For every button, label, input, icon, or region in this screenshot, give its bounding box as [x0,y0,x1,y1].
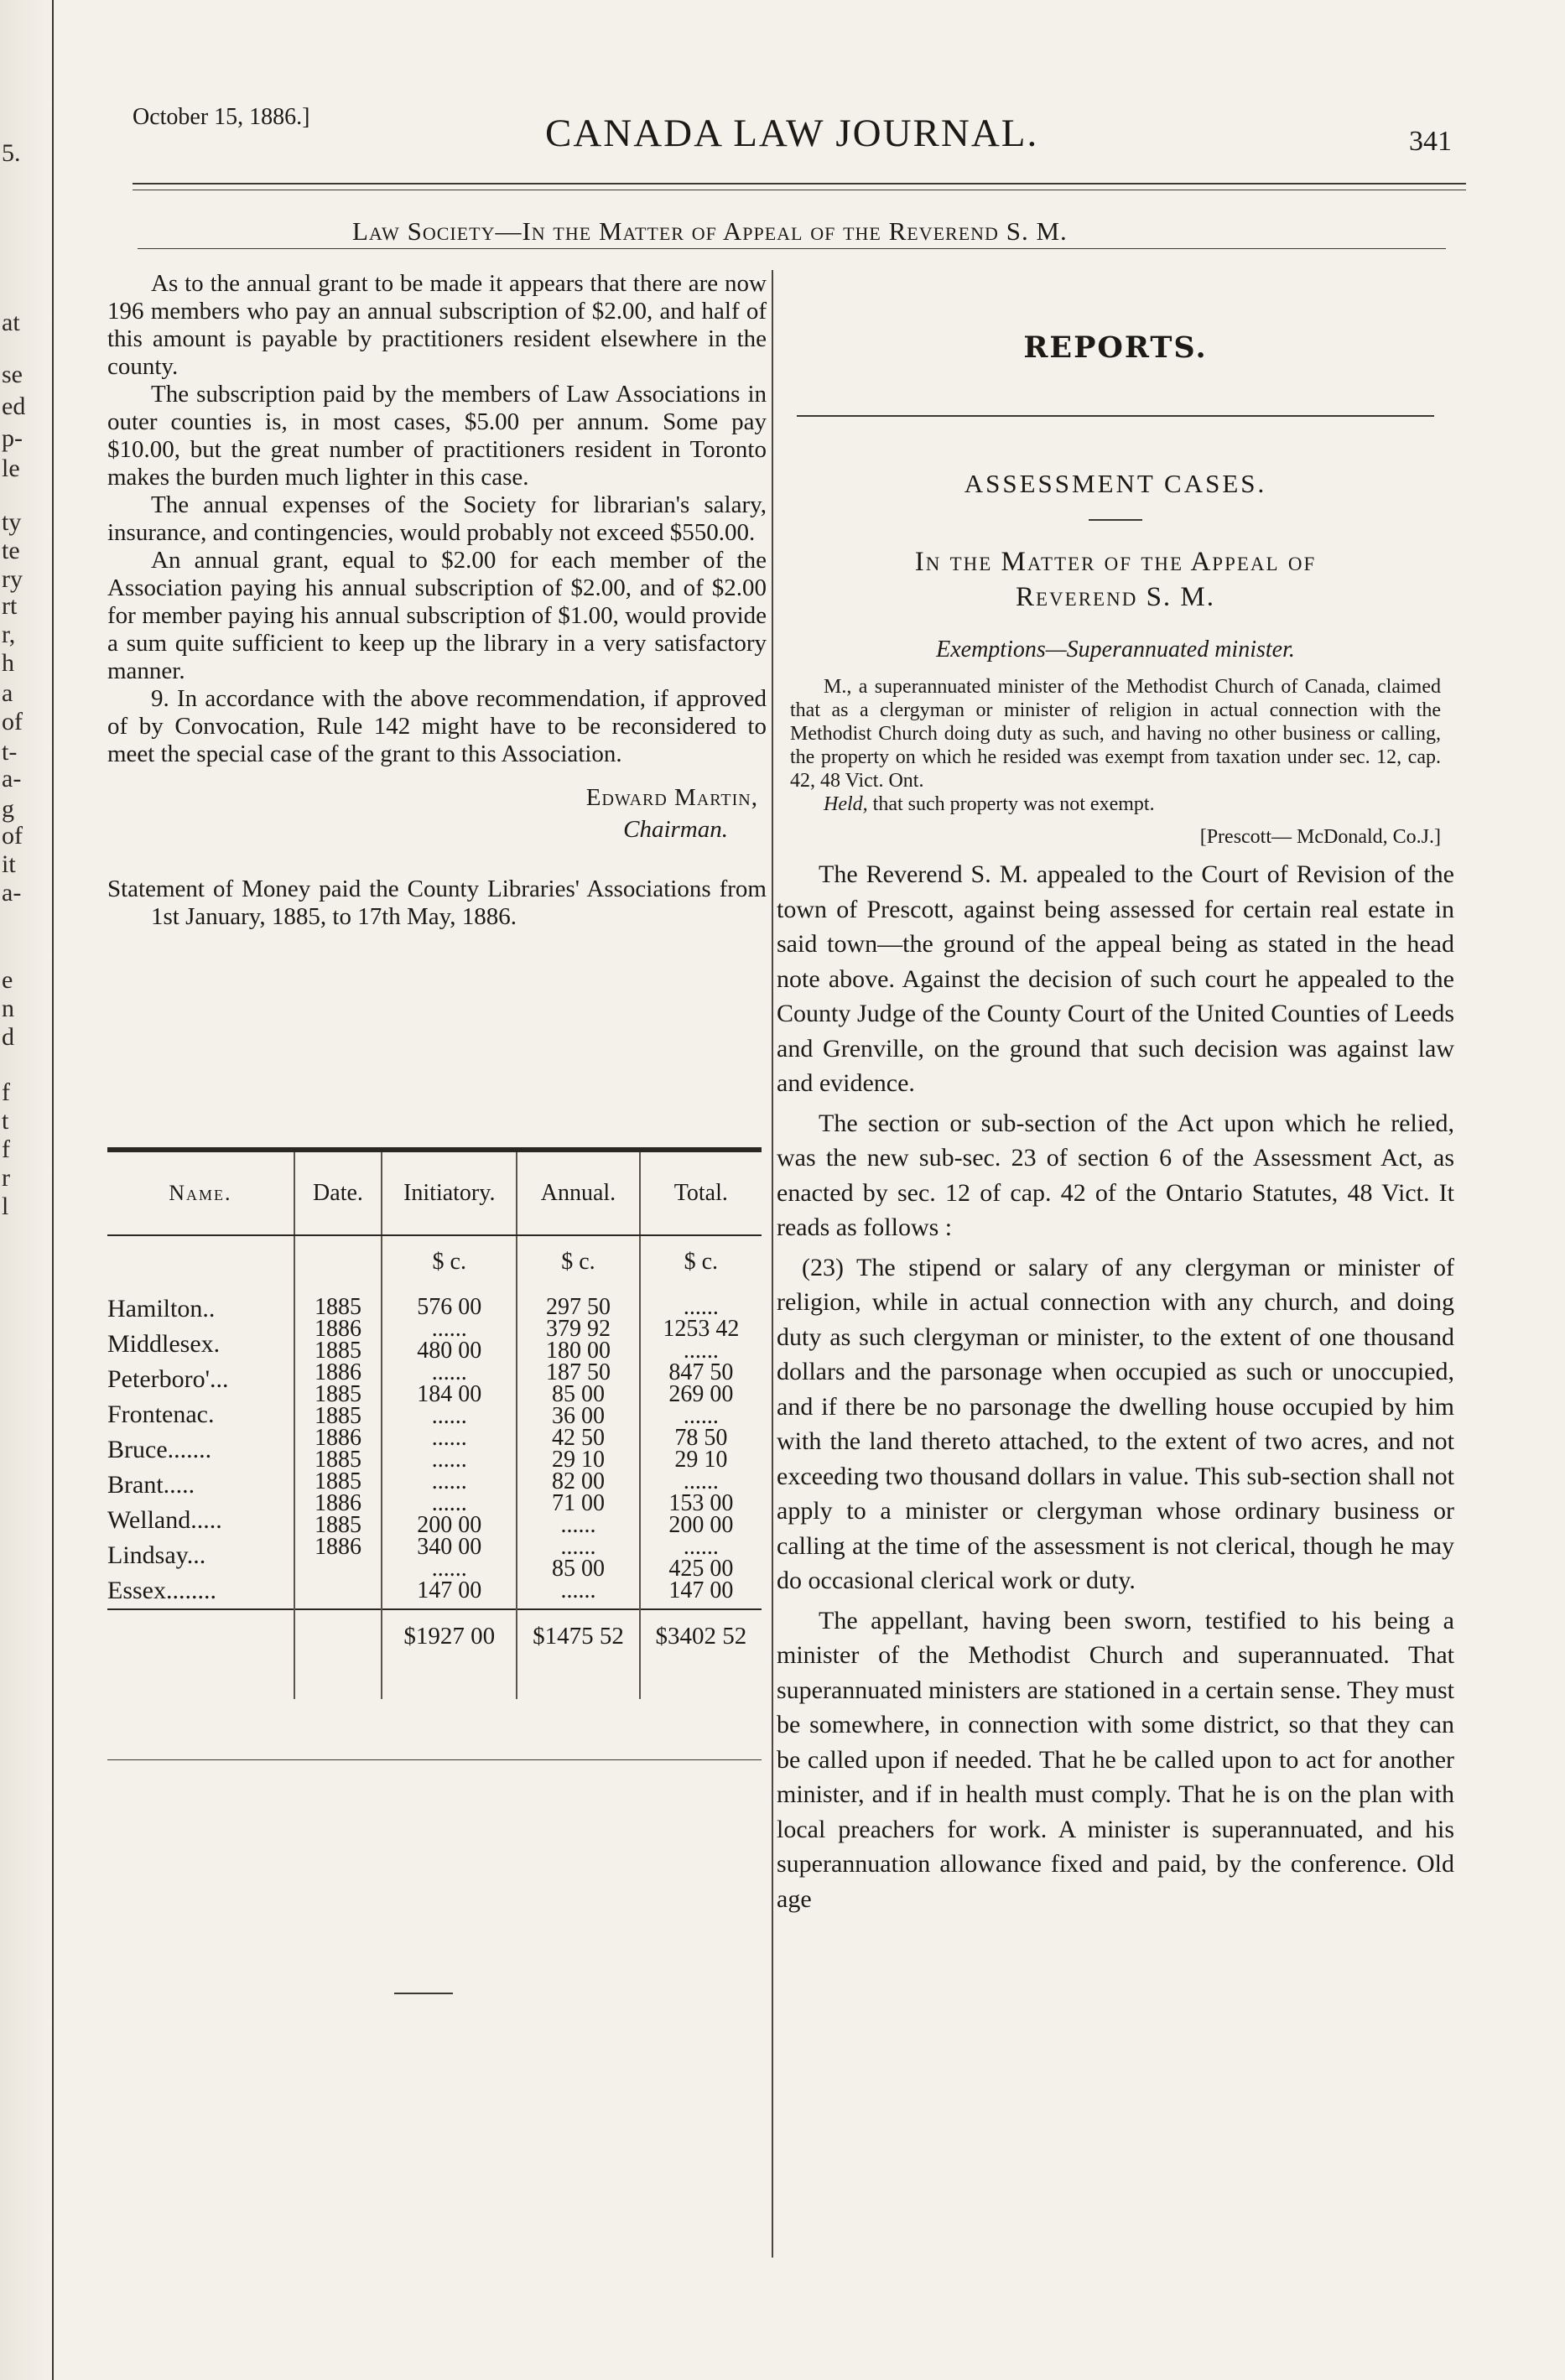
table-cell-annual: 180 00 [545,1338,611,1364]
section-end-rule [394,1993,453,1994]
margin-fragment: t- [2,738,18,766]
header-total: Total. [640,1150,762,1235]
table-cell-names: Bruce....... [107,1436,212,1463]
margin-fragment: te [2,537,20,564]
total-initiatory: $1927 00 [382,1609,517,1662]
table-cell-dates: 1886 [314,1425,361,1451]
paragraph: The Reverend S. M. appealed to the Court of Revision of the town of Prescott, against being assessed for certain real estate in said town—the ground of the appeal being as stated in the head note above. Against the decision of such court he appealed to the County Judge of the County Court of the United Counties of Leeds and Grenville, on the ground that such decision was against law and evidence. [777,860,1454,1097]
table-cell-dates: 1886 [314,1534,361,1560]
held-text: that such property was not exempt. [867,793,1155,815]
table-cell-dates: 1885 [314,1403,361,1429]
table-cell-initiatory: 147 00 [417,1577,482,1603]
reports-heading: REPORTS. [1023,330,1208,365]
table-cell-initiatory: ...... [431,1316,467,1342]
table-cell-annual: ...... [560,1534,596,1560]
unit-cell: $ c. [382,1235,517,1286]
table-cell-dates: 1885 [314,1381,361,1407]
statute-quote: (23) The stipend or salary of any clergyman or minister of religion, while in actual connection with any church, and doing duty as such clergyman or minister, to the extent of one thousand dollars and the parsonage when occupied as such or unoccupied, and if there be no parsonage the dwelling house occupied by him with the land thereto attached, to the extent of two acres, and not exceeding two thousand dollars in value. This sub-section shall not apply to a minister or clergyman whose ordinary business or calling at the time of the assessment is not clerical, though he may do occasional clerical work or duty. [777,1253,1454,1594]
table-cell-dates: 1886 [314,1359,361,1385]
table-cell-annual: 29 10 [551,1447,605,1473]
table-cell-names: Welland..... [107,1506,222,1534]
unit-cell [107,1235,294,1286]
table-cell-dates: 1886 [314,1316,361,1342]
margin-fragment: a- [2,879,22,907]
right-column [777,270,1454,1916]
case-body [777,857,1454,1916]
margin-fragment: rt [2,592,18,620]
table-cell-total: ...... [683,1534,719,1560]
margin-fragment: ty [2,508,22,536]
annual-column [517,1286,639,1609]
money-table [107,1147,762,1699]
table-footer-cell [382,1662,517,1699]
paragraph: The subscription paid by the members of Law Associations in outer counties is, in most cases, $5.00 per annum. Some pay $10.00, but the great number of practitioners resident in Toronto makes the burden much lighter in this case. [107,381,767,491]
table-cell-total: 425 00 [668,1556,734,1582]
table-cell-names: Middlesex. [107,1330,221,1358]
margin-fragment: of [2,708,23,735]
header-date: Date. [294,1150,382,1235]
table-cell-total: 147 00 [668,1577,734,1603]
citation: [Prescott— McDonald, Co.J.] [1199,826,1441,848]
table-cell-initiatory: 340 00 [417,1534,482,1560]
reports-rule [797,415,1434,417]
margin-fragment: a- [2,765,22,792]
table-cell-dates: 1886 [314,1490,361,1516]
margin-fragment: n [2,995,14,1022]
table-cell-dates: 1885 [314,1294,361,1320]
table-cell-total: 153 00 [668,1490,734,1516]
margin-fragment: of [2,822,23,850]
signature-name: Edward Martin, [585,784,758,811]
margin-fragment: ed [2,392,26,420]
table-cell-annual: 379 92 [545,1316,611,1342]
table-footer-cell [517,1662,639,1699]
margin-fragment: le [2,455,20,482]
short-rule [1089,519,1142,521]
statement-title: Statement of Money paid the County Libraries' Associations from 1st January, 1885, to 17th May, 1886. [107,876,767,930]
table-cell-initiatory: ...... [431,1425,467,1451]
page-number: 341 [1409,126,1452,157]
table-cell-annual: 85 00 [551,1381,605,1407]
table-cell-initiatory: 200 00 [417,1512,482,1538]
header-date: October 15, 1886.] [133,104,310,130]
table-cell-total: 847 50 [668,1359,734,1385]
table-cell-annual: 42 50 [551,1425,605,1451]
table-cell-total: ...... [683,1338,719,1364]
table-cell-annual: ...... [560,1512,596,1538]
signature [107,782,767,845]
table-footer-cell [107,1662,294,1699]
table-cell-annual: 36 00 [551,1403,605,1429]
table-cell-dates: 1885 [314,1338,361,1364]
case-title-line: In the Matter of the Appeal of [914,547,1317,577]
unit-cell [294,1235,382,1286]
unit-cell: $ c. [640,1235,762,1286]
table-cell-annual: 85 00 [551,1556,605,1582]
margin-fragment: se [2,361,23,388]
margin-fragment: at [2,309,20,336]
paragraph: The annual expenses of the Society for librarian's salary, insurance, and contingencies, would probably not exceed $550.00. [107,491,767,546]
table-cell-initiatory: ...... [431,1490,467,1516]
case-subtitle: Exemptions—Superannuated minister. [936,637,1295,663]
header-annual: Annual. [517,1150,639,1235]
table-cell-names: Hamilton.. [107,1295,216,1323]
margin-fragment: d [2,1023,14,1051]
table-cell-initiatory: ...... [431,1468,467,1494]
paragraph: The appellant, having been sworn, testified to his being a minister of the Methodist Church and superannuated. That superannuated ministers are stationed in a certain sense. They must be somewhere, in connection with some district, so that they can be called upon if needed. That he be called upon to act for another minister, and if in health must comply. That he is on the plan with local preachers for work. A minister is superannuated, and his superannuation allowance fixed and paid, by the conference. Old age [777,1606,1454,1913]
dates-column [294,1286,382,1609]
margin-fragment: e [2,966,13,994]
signature-role: Chairman. [623,816,728,843]
left-column [107,270,767,931]
margin-fragment: f [2,1135,10,1163]
table-cell-dates: 1885 [314,1512,361,1538]
paragraph: The section or sub-section of the Act upon which he relied, was the new sub-sec. 23 of section 6 of the Assessment Act, as enacted by sec. 12 of cap. 42 of the Ontario Statutes, 48 Vict. It reads as follows : [777,1109,1454,1241]
running-head: Law Society—In the Matter of Appeal of the Reverend S. M. [352,216,1068,246]
table-cell-names: Essex........ [107,1577,216,1604]
table-cell-initiatory: ...... [431,1359,467,1385]
case-title-line: Reverend S. M. [1015,582,1216,612]
unit-cell: $ c. [517,1235,639,1286]
case-title [777,544,1454,615]
table-cell-names: Frontenac. [107,1400,215,1428]
margin-fragment: it [2,850,16,878]
margin-fragment: l [2,1193,9,1220]
table-cell-total: 200 00 [668,1512,734,1538]
header-rule [133,183,1466,184]
table-cell-total: ...... [683,1403,719,1429]
header-name: Name. [107,1150,294,1235]
table-bottom-rule [107,1759,762,1760]
table-footer-cell [640,1662,762,1699]
table-cell-initiatory: ...... [431,1447,467,1473]
table-cell-annual: 82 00 [551,1468,605,1494]
section-heading: ASSESSMENT CASES. [964,469,1267,498]
table-cell-total: 1253 42 [663,1316,740,1342]
held-line [790,792,1441,816]
margin-fragment: ry [2,565,23,593]
table-footer-cell [294,1662,382,1699]
margin-fragment: p- [2,424,23,452]
table-cell-names: Peterboro'... [107,1365,229,1393]
margin-fragment: a [2,679,13,707]
paragraph: As to the annual grant to be made it appears that there are now 196 members who pay an annual subscription of $2.00, and half of this amount is payable by practitioners resident elsewhere in the county. [107,270,767,380]
headnote-text: M., a superannuated minister of the Methodist Church of Canada, claimed that as a clergyman or minister of religion in actual connection with the Methodist Church doing duty as such, and having no other business or calling, the property on which he resided was exempt from taxation under sec. 12, cap. 42, 48 Vict. Ont. [790,676,1441,792]
table-cell-annual: 297 50 [545,1294,611,1320]
table-cell-annual: 71 00 [551,1490,605,1516]
paragraph: An annual grant, equal to $2.00 for each member of the Association paying his annual subscription of $2.00, and of $2.00 for member paying his annual subscription of $1.00, would provide a sum quite sufficient to keep up the library in a very satisfactory manner. [107,547,767,684]
table-cell-dates: 1885 [314,1468,361,1494]
total-total: $3402 52 [640,1609,762,1662]
headnote [777,675,1454,816]
margin-fragment: t [2,1107,9,1135]
totals-date-cell [294,1609,382,1662]
paragraph: 9. In accordance with the above recommendation, if approved of by Convocation, Rule 142 might have to be reconsidered to meet the special case of the grant to this Association. [107,685,767,767]
journal-title: CANADA LAW JOURNAL. [545,112,1039,155]
total-annual: $1475 52 [517,1609,639,1662]
column-divider [772,270,773,2258]
margin-fragment: g [2,795,14,823]
margin-fragment: r [2,1164,10,1192]
table-cell-initiatory: 184 00 [417,1381,482,1407]
table-cell-total: ...... [683,1294,719,1320]
table-cell-total: ...... [683,1468,719,1494]
running-head-rule [138,248,1446,249]
margin-fragment: f [2,1078,10,1106]
held-label: Held, [824,793,868,815]
margin-fragment: r, [2,621,16,648]
names-column [107,1286,294,1609]
margin-fragment: h [2,649,14,677]
table-cell-total: 269 00 [668,1381,734,1407]
table-cell-names: Brant..... [107,1471,195,1499]
table-cell-total: 78 50 [674,1425,728,1451]
table-cell-initiatory: ...... [431,1403,467,1429]
header-initiatory: Initiatory. [382,1150,517,1235]
initiatory-column [382,1286,517,1609]
table-cell-initiatory: 480 00 [417,1338,482,1364]
margin-fragment: 5. [2,139,21,167]
table-cell-initiatory: ...... [431,1556,467,1582]
table-cell-names: Lindsay... [107,1541,206,1569]
totals-label-cell [107,1609,294,1662]
table-cell-annual: ...... [560,1577,596,1603]
table-cell-initiatory: 576 00 [417,1294,482,1320]
table-cell-total: 29 10 [674,1447,728,1473]
table-cell-dates: 1885 [314,1447,361,1473]
total-column [640,1286,762,1609]
table-cell-annual: 187 50 [545,1359,611,1385]
